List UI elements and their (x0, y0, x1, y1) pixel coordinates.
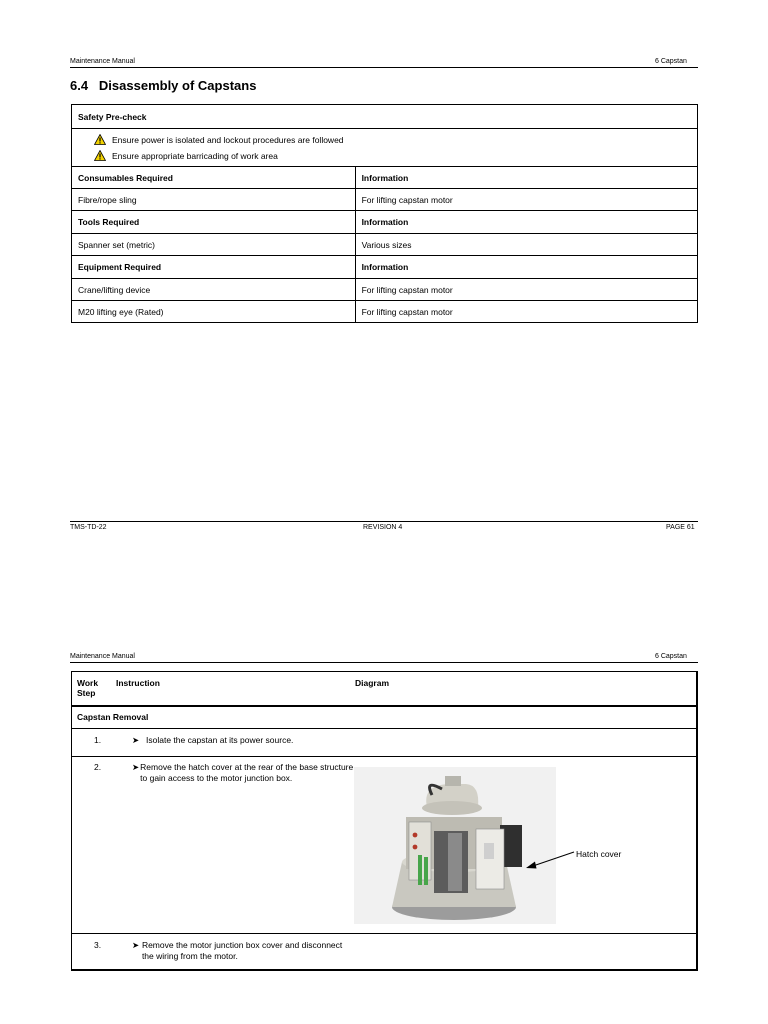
page2-header-left: Maintenance Manual (70, 653, 135, 660)
equipment-heading-row (72, 256, 698, 279)
step-instruction (132, 762, 354, 783)
consumables-info-heading: Information (355, 167, 697, 189)
step-row (72, 934, 697, 968)
arrowhead-bullet-icon: ➤ (132, 735, 140, 745)
tools-heading-row (72, 211, 698, 234)
equipment-info: For lifting capstan motor (355, 301, 697, 323)
step-number: 2. (94, 762, 102, 772)
consumable-info: For lifting capstan motor (355, 189, 697, 211)
section-title (70, 78, 256, 93)
equipment-heading: Equipment Required (72, 256, 356, 279)
page1-header-rule (70, 67, 698, 68)
page1-footer-left: TMS-TD-22 (70, 524, 107, 531)
page2-header-right: 6 Capstan (655, 653, 687, 660)
warning-triangle-icon (94, 134, 106, 145)
page2-header-rule (70, 662, 698, 663)
warning-triangle-icon (94, 150, 106, 161)
arrowhead-bullet-icon: ➤ (132, 940, 140, 950)
arrowhead-bullet-icon: ➤ (132, 762, 140, 772)
col-work-step: Work Step (77, 678, 99, 698)
step-row (72, 757, 697, 934)
step-instruction (132, 735, 352, 746)
equipment-info: For lifting capstan motor (355, 279, 697, 301)
safety-items-row (72, 129, 698, 167)
safety-heading: Safety Pre-check (72, 105, 698, 129)
page1-header-left: Maintenance Manual (70, 58, 135, 65)
step-text: Isolate the capstan at its power source. (146, 735, 294, 745)
tools-heading: Tools Required (72, 211, 356, 234)
equipment-item: Crane/lifting device (72, 279, 356, 301)
step-instruction (132, 940, 354, 961)
table-row (72, 189, 698, 211)
equipment-item: M20 lifting eye (Rated) (72, 301, 356, 323)
step-text: Remove the hatch cover at the rear of the base structure to gain access to the motor junction box. (140, 762, 354, 783)
table-row (72, 279, 698, 301)
section-number: 6.4 (70, 78, 89, 93)
tools-info-heading: Information (355, 211, 697, 234)
requirements-table (71, 104, 698, 323)
safety-item-text: Ensure appropriate barricading of work area (112, 150, 278, 161)
consumables-heading-row (72, 167, 698, 189)
safety-item (78, 132, 691, 148)
safety-item-text: Ensure power is isolated and lockout procedures are followed (112, 134, 344, 145)
step-number: 3. (94, 940, 102, 950)
safety-item (78, 148, 691, 164)
step-row (72, 729, 697, 757)
equipment-info-heading: Information (355, 256, 697, 279)
tool-item: Spanner set (metric) (72, 234, 356, 256)
page1-footer-center: REVISION 4 (363, 524, 403, 531)
consumables-heading: Consumables Required (72, 167, 356, 189)
page1-footer-right: PAGE 61 (666, 524, 695, 531)
step-text: Remove the motor junction box cover and disconnect the wiring from the motor. (141, 940, 343, 961)
column-header-row (72, 672, 697, 706)
page1-header-right: 6 Capstan (655, 58, 687, 65)
section-title-text: Disassembly of Capstans (98, 78, 257, 93)
table-row (72, 301, 698, 323)
group-title: Capstan Removal (77, 712, 149, 722)
callout-arrow-icon (524, 849, 576, 871)
consumable-item: Fibre/rope sling (72, 189, 356, 211)
capstan-diagram (354, 767, 556, 924)
step-number: 1. (94, 735, 102, 745)
safety-heading-row (72, 105, 698, 129)
procedure-table (71, 671, 698, 971)
page1-footer-rule (70, 521, 698, 522)
hatch-cover-callout: Hatch cover (576, 849, 622, 859)
tool-info: Various sizes (355, 234, 697, 256)
table-row (72, 234, 698, 256)
col-diagram: Diagram (355, 678, 390, 688)
col-instruction: Instruction (116, 678, 160, 688)
group-title-row (72, 706, 697, 729)
